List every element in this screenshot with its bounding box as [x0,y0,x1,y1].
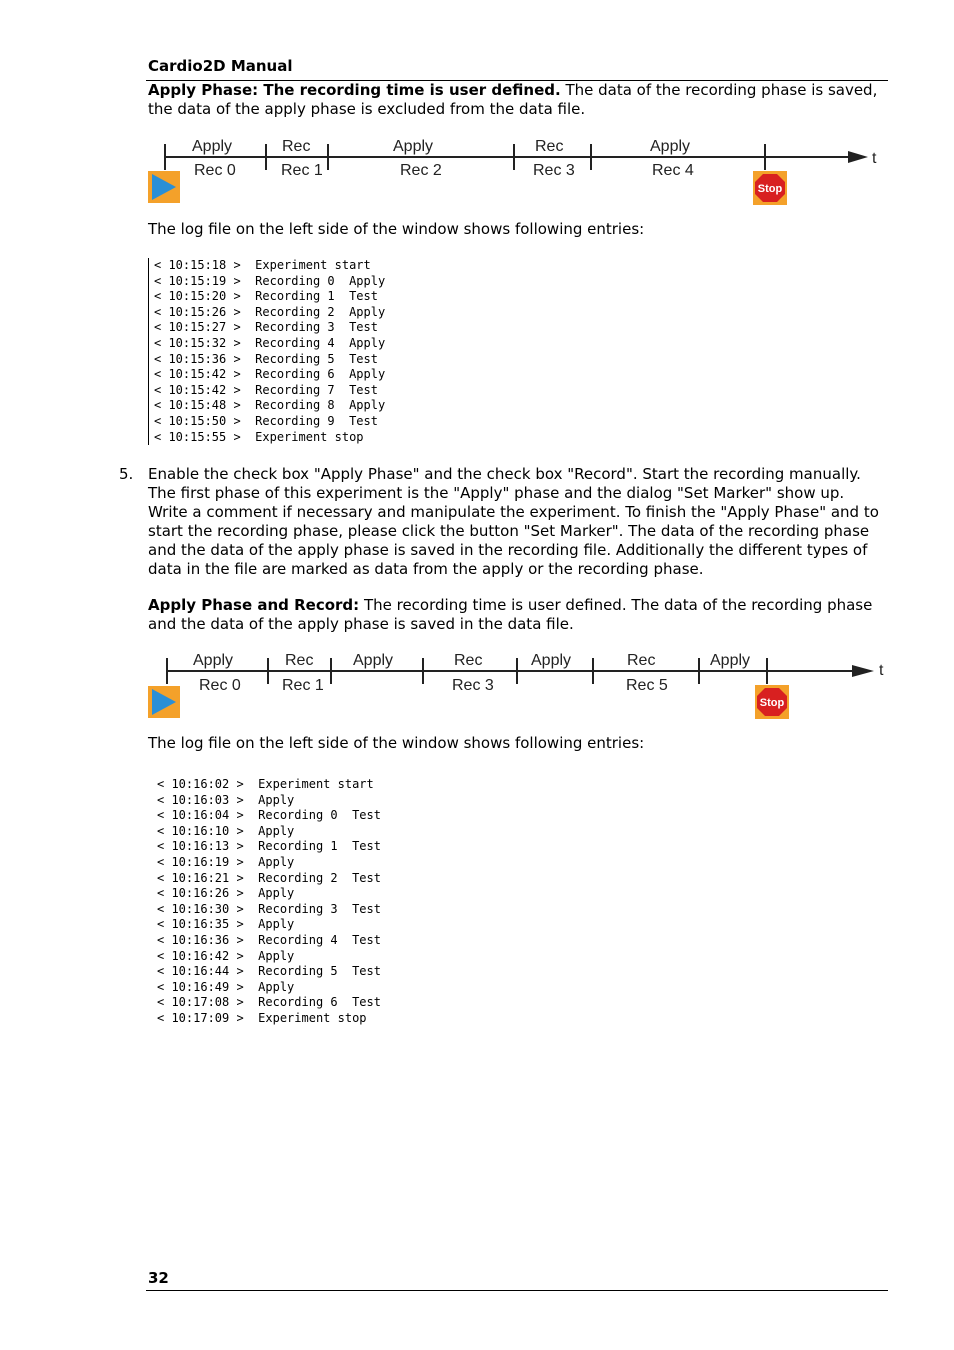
tl2-bottom-label: Rec 0 [199,677,241,694]
log-entry: < 10:15:42 > Recording 7 Test [154,382,378,397]
tl2-bottom-label: Rec 1 [282,677,324,694]
log-entry: < 10:15:42 > Recording 6 Apply [154,367,386,382]
tl2-bottom-label: Rec 5 [626,677,668,694]
tl2-bottom-label: Rec 3 [452,677,494,694]
log-entry: < 10:16:19 > Apply [157,854,295,869]
tl1-axis-label: t [872,150,877,167]
tl2-top-label: Apply [353,652,394,669]
footer-rule [146,1290,888,1291]
log-entry: < 10:16:49 > Apply [157,979,295,994]
stop-sign-icon [753,171,787,205]
log-entry: < 10:16:13 > Recording 1 Test [157,839,381,854]
tl2-top-label: Rec [285,652,314,669]
tl1-top-label: Rec [535,138,564,155]
tl1-top-label: Apply [192,138,233,155]
tl1-bottom-label: Rec 1 [281,162,323,179]
log-entry: < 10:16:35 > Apply [157,917,295,932]
log-entry: < 10:15:36 > Recording 5 Test [154,351,378,366]
log-entry: < 10:17:09 > Experiment stop [157,1010,367,1025]
tl2-axis-label: t [879,662,884,679]
stop-sign-icon [755,685,789,719]
section1-paragraph [148,81,888,119]
tl2-top-label: Apply [710,652,751,669]
play-icon [148,171,180,203]
log-entry: < 10:15:50 > Recording 9 Test [154,413,378,428]
timeline-diagram-1 [140,130,890,210]
section1-text: The data of the recording phase is saved, the data of the apply phase is excluded from the data file. [148,81,878,118]
tl1-bottom-label: Rec 3 [533,162,575,179]
log-entry: < 10:16:02 > Experiment start [157,777,374,791]
log-entry: < 10:16:03 > Apply [157,792,295,807]
log-entry: < 10:16:10 > Apply [157,823,295,838]
tl1-top-label: Apply [393,138,434,155]
tl2-top-label: Apply [531,652,572,669]
stop-label: Stop [757,183,783,195]
tl2-top-label: Apply [193,652,234,669]
log-entry: < 10:16:30 > Recording 3 Test [157,901,381,916]
stop-label: Stop [759,697,785,709]
log-entry: < 10:16:44 > Recording 5 Test [157,964,381,979]
page-number: 32 [148,1269,169,1287]
log-intro-2: The log file on the left side of the window shows following entries: [148,734,645,752]
section1-lead: Apply Phase: The recording time is user defined. [148,81,561,99]
log-entry: < 10:15:55 > Experiment stop [154,429,364,444]
tl1-top-label: Rec [282,138,311,155]
log-entry: < 10:15:32 > Recording 4 Apply [154,335,386,350]
log-entry: < 10:15:20 > Recording 1 Test [154,289,378,304]
section2-text: The recording time is user defined. The data of the recording phase and the data of the apply phase is saved in the data file. [148,596,873,633]
log-intro-1: The log file on the left side of the window shows following entries: [148,220,645,238]
log-listing-1 [148,258,385,445]
section2-lead: Apply Phase and Record: [148,596,360,614]
log-entry: < 10:16:04 > Recording 0 Test [157,808,381,823]
section2-paragraph [148,596,888,634]
log-entry: < 10:15:27 > Recording 3 Test [154,320,378,335]
log-entry: < 10:15:26 > Recording 2 Apply [154,304,386,319]
log-entry: < 10:15:48 > Recording 8 Apply [154,398,386,413]
log-entry: < 10:16:42 > Apply [157,948,295,963]
log-entry: < 10:15:19 > Recording 0 Apply [154,273,386,288]
tl2-top-label: Rec [627,652,656,669]
list-item-5-text: Enable the check box "Apply Phase" and the check box "Record". Start the recording manually. The first phase of this experiment is the "Apply" phase and the dialog "Set Marker" show up. Write a comment if necessary and manipulate the experiment. To finish the "Apply Phase" and to start the recording phase, please click the button "Set Marker". The data of the recording phase and the data of the apply phase is saved in the recording file. Additionally the different types of data in the file are marked as data from the apply or the recording phase. [148,465,879,578]
list-item-number: 5. [119,465,134,483]
log-entry: < 10:16:21 > Recording 2 Test [157,870,381,885]
tl1-bottom-label: Rec 0 [194,162,236,179]
log-entry: < 10:17:08 > Recording 6 Test [157,995,381,1010]
tl2-top-label: Rec [454,652,483,669]
tl1-top-label: Apply [650,138,691,155]
log-listing-2 [157,777,381,1027]
timeline-diagram-2 [140,644,890,724]
manual-title: Cardio2D Manual [148,57,293,75]
log-entry: < 10:15:18 > Experiment start [154,258,371,272]
tl1-bottom-label: Rec 2 [400,162,442,179]
log-entry: < 10:16:36 > Recording 4 Test [157,932,381,947]
tl1-bottom-label: Rec 4 [652,162,694,179]
play-icon [148,686,180,718]
log-entry: < 10:16:26 > Apply [157,886,295,901]
